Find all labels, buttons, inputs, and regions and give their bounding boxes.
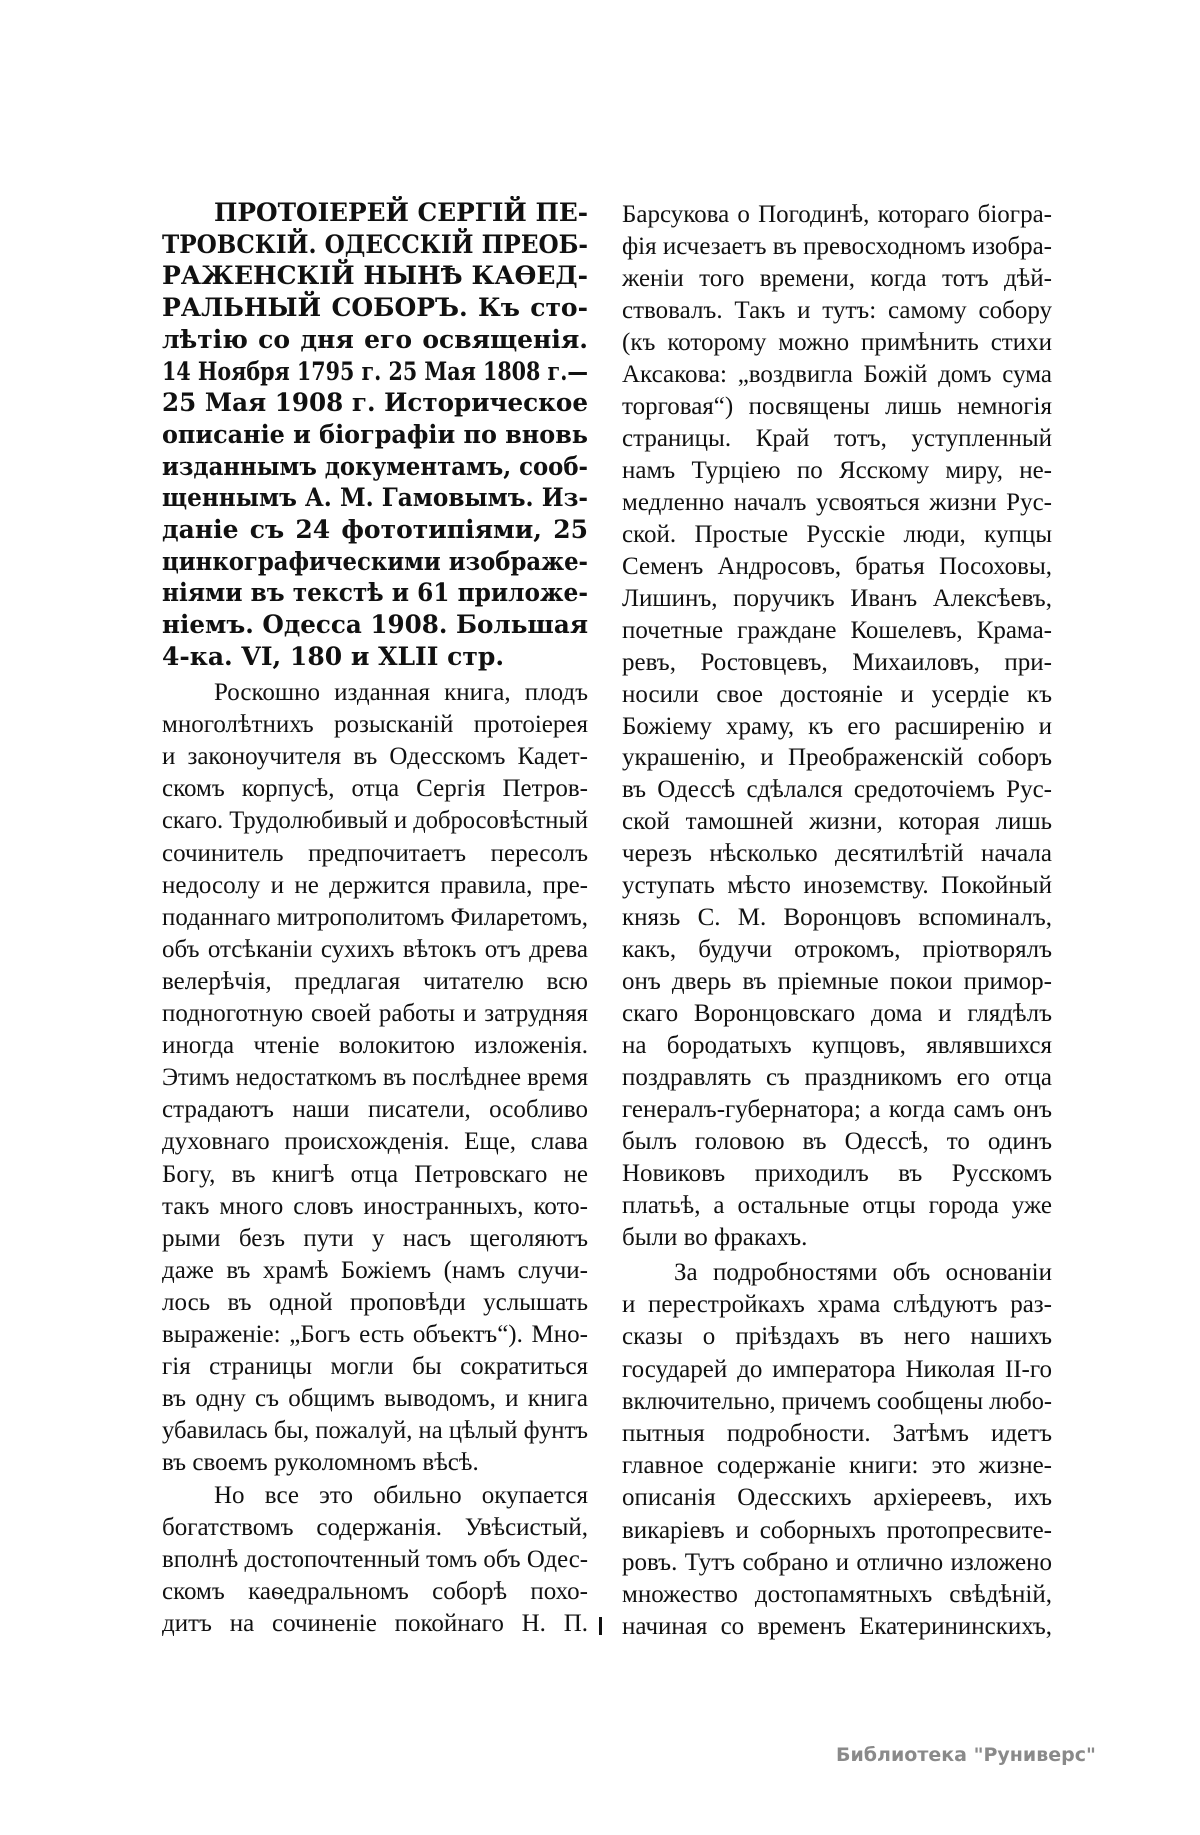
library-watermark: Библиотека "Руниверс" — [836, 1744, 1096, 1766]
body-line: скаго. Трудолюбивый и добросовѣстный — [162, 807, 588, 835]
body-line: убавилась бы, пожалуй, на цѣлый фунтъ — [162, 1417, 588, 1445]
body-line: даже въ храмѣ Божіемъ (намъ случи- — [162, 1256, 588, 1284]
body-line: ской. Простые Русскіе люди, купцы — [622, 520, 1052, 548]
body-line: медленно началъ усвояться жизни Рус- — [622, 488, 1052, 516]
body-line: уступать мѣсто иноземству. Покойный — [622, 872, 1052, 900]
body-line: пытныя подробности. Затѣмъ идетъ — [622, 1420, 1052, 1447]
body-line: женіи того времени, когда тотъ дѣй- — [622, 264, 1052, 292]
body-line: онъ дверь въ пріемные покои примор- — [622, 968, 1052, 996]
body-line: поздравлять съ праздникомъ его отца — [622, 1064, 1052, 1092]
body-line: были во фракахъ. — [622, 1224, 808, 1252]
body-line: ревъ, Ростовцевъ, Михаиловъ, при- — [622, 648, 1052, 676]
body-line: князь С. М. Воронцовъ вспоминалъ, — [622, 904, 1052, 932]
body-line: выраженіе: „Богъ есть объектъ“). Мно- — [162, 1321, 588, 1348]
body-line: Новиковъ приходилъ въ Русскомъ — [622, 1160, 1052, 1188]
body-line: въ одну съ общимъ выводомъ, и книга — [162, 1385, 588, 1413]
body-line: Барсукова о Погодинѣ, котораго біогра- — [622, 201, 1052, 228]
body-line: государей до императора Николая II-го — [622, 1355, 1052, 1383]
title-line: 14 Ноября 1795 г. 25 Мая 1808 г.— — [162, 356, 588, 386]
body-line: начиная со временъ Екатерининскихъ, — [622, 1613, 1052, 1641]
body-line: платьѣ, а остальные отцы города уже — [622, 1192, 1052, 1220]
body-line: Семенъ Андросовъ, братья Посоховы, — [622, 552, 1052, 580]
body-line: намъ Турціею по Ясскому миру, не- — [622, 456, 1052, 484]
title-line: 25 Мая 1908 г. Историческое — [162, 388, 588, 418]
body-line: поданнаго митрополитомъ Филаретомъ, — [162, 903, 588, 931]
body-line: дитъ на сочиненіе покойнаго Н. П. — [162, 1609, 588, 1637]
body-line: богатствомъ содержанія. Увѣсистый, — [162, 1513, 588, 1541]
body-line: такъ много словъ иностранныхъ, кото- — [162, 1192, 588, 1220]
body-line: торговая“) посвящены лишь немногія — [622, 392, 1052, 420]
body-line: За подробностями объ основаніи — [674, 1259, 1052, 1286]
body-line: украшенію, и Преображенскій соборъ — [622, 744, 1052, 772]
body-line: почетные граждане Кошелевъ, Крама- — [622, 616, 1052, 644]
body-line: былъ головою въ Одессѣ, то одинъ — [622, 1128, 1052, 1156]
body-line: викаріевъ и соборныхъ протопресвите- — [622, 1516, 1052, 1544]
body-line: какъ, будучи отрокомъ, пріотворялъ — [622, 936, 1052, 964]
body-line: (къ которому можно примѣнить стихи — [622, 328, 1052, 356]
title-line: ніями въ текстѣ и 61 приложе- — [162, 578, 588, 608]
body-line: и законоучителя въ Одесскомъ Кадет- — [162, 743, 588, 771]
body-line: скомъ корпусѣ, отца Сергія Петров- — [162, 775, 588, 803]
body-line: фія исчезаетъ въ превосходномъ изобра- — [622, 232, 1052, 260]
body-line: на бородатыхъ купцовъ, являвшихся — [622, 1032, 1052, 1060]
body-line: сочинитель предпочитаетъ пересолъ — [162, 839, 588, 867]
body-line: Но все это обильно окупается — [214, 1481, 588, 1509]
title-line: даніе съ 24 фототипіями, 25 — [162, 515, 588, 544]
body-line: носили свое достояніе и усердіе къ — [622, 680, 1052, 708]
body-line: множество достопамятныхъ свѣдѣній, — [622, 1581, 1052, 1608]
title-line: щеннымъ А. М. Гамовымъ. Из- — [162, 483, 588, 513]
body-line: иногда чтеніе волокитою изложенія. — [162, 1032, 588, 1060]
title-line: РАЖЕНСКІЙ НЫНѢ КАѲЕД- — [162, 261, 588, 291]
title-line: ПРОТОІЕРЕЙ СЕРГІЙ ПЕ- — [214, 198, 588, 227]
title-line: 4-ка. VI, 180 и XLII стр. — [162, 641, 505, 671]
body-line: подноготную своей работы и затрудняя — [162, 1000, 588, 1027]
body-line: въ своемъ руколомномъ вѣсѣ. — [162, 1449, 479, 1477]
title-line: лѣтію со дня его освященія. — [162, 324, 588, 354]
body-line: рыми безъ пути у насъ щеголяютъ — [162, 1224, 588, 1252]
title-line: РАЛЬНЫЙ СОБОРЪ. Къ сто- — [162, 293, 588, 323]
body-line: и перестройкахъ храма слѣдуютъ раз- — [622, 1291, 1052, 1319]
body-line: Этимъ недостаткомъ въ послѣднее время — [162, 1064, 588, 1092]
body-line: включительно, причемъ сообщены любо- — [622, 1387, 1052, 1415]
body-line: велерѣчія, предлагая читателю всю — [162, 967, 588, 995]
body-line: ровъ. Тутъ собрано и отлично изложено — [622, 1548, 1052, 1576]
body-line: многолѣтнихъ розысканій протоіерея — [162, 711, 588, 739]
title-line: ніемъ. Одесса 1908. Большая — [162, 610, 588, 640]
body-line: описанія Одесскихъ архіереевъ, ихъ — [622, 1484, 1052, 1512]
column-mark — [599, 1617, 602, 1635]
body-line: черезъ нѣсколько десятилѣтій начала — [622, 840, 1052, 868]
body-line: объ отсѣканіи сухихъ вѣтокъ отъ древа — [162, 935, 588, 963]
body-line: генералъ-губернатора; а когда самъ онъ — [622, 1096, 1052, 1124]
body-line: скаго Воронцовскаго дома и глядѣлъ — [622, 1000, 1052, 1028]
body-line: ствовалъ. Такъ и тутъ: самому собору — [622, 296, 1052, 324]
body-line: страницы. Край тотъ, уступленный — [622, 424, 1052, 452]
body-line: духовнаго происхожденія. Еще, слава — [162, 1128, 588, 1156]
body-line: лось въ одной проповѣди услышать — [162, 1288, 588, 1316]
body-line: страдаютъ наши писатели, особливо — [162, 1096, 588, 1124]
body-line: главное содержаніе книги: это жизне- — [622, 1452, 1052, 1480]
body-line: Аксакова: „воздвигла Божій домъ сума — [622, 360, 1052, 388]
title-line: описаніе и біографіи по вновь — [162, 419, 588, 449]
body-line: въ Одессѣ сдѣлался средоточіемъ Рус- — [622, 776, 1052, 804]
body-line: скомъ каѳедральномъ соборѣ похо- — [162, 1577, 588, 1605]
body-line: недосолу и не держится правила, пре- — [162, 871, 588, 899]
body-line: Божіему храму, къ его расширенію и — [622, 712, 1052, 740]
body-line: гія страницы могли бы сократиться — [162, 1353, 588, 1381]
body-line: Роскошно изданная книга, плодъ — [214, 679, 588, 706]
body-line: сказы о пріѣздахъ въ него нашихъ — [622, 1323, 1052, 1351]
body-line: вполнѣ достопочтенный томъ объ Одес- — [162, 1545, 588, 1573]
title-line: изданнымъ документамъ, сооб- — [162, 451, 588, 481]
title-line: ТРОВСКІЙ. ОДЕССКІЙ ПРЕОБ- — [162, 229, 588, 259]
title-line: цинкографическими изображе- — [162, 546, 588, 576]
body-line: Богу, въ книгѣ отца Петровскаго не — [162, 1160, 588, 1188]
body-line: Лишинъ, поручикъ Иванъ Алексѣевъ, — [622, 584, 1052, 612]
body-line: ской тамошней жизни, которая лишь — [622, 808, 1052, 836]
